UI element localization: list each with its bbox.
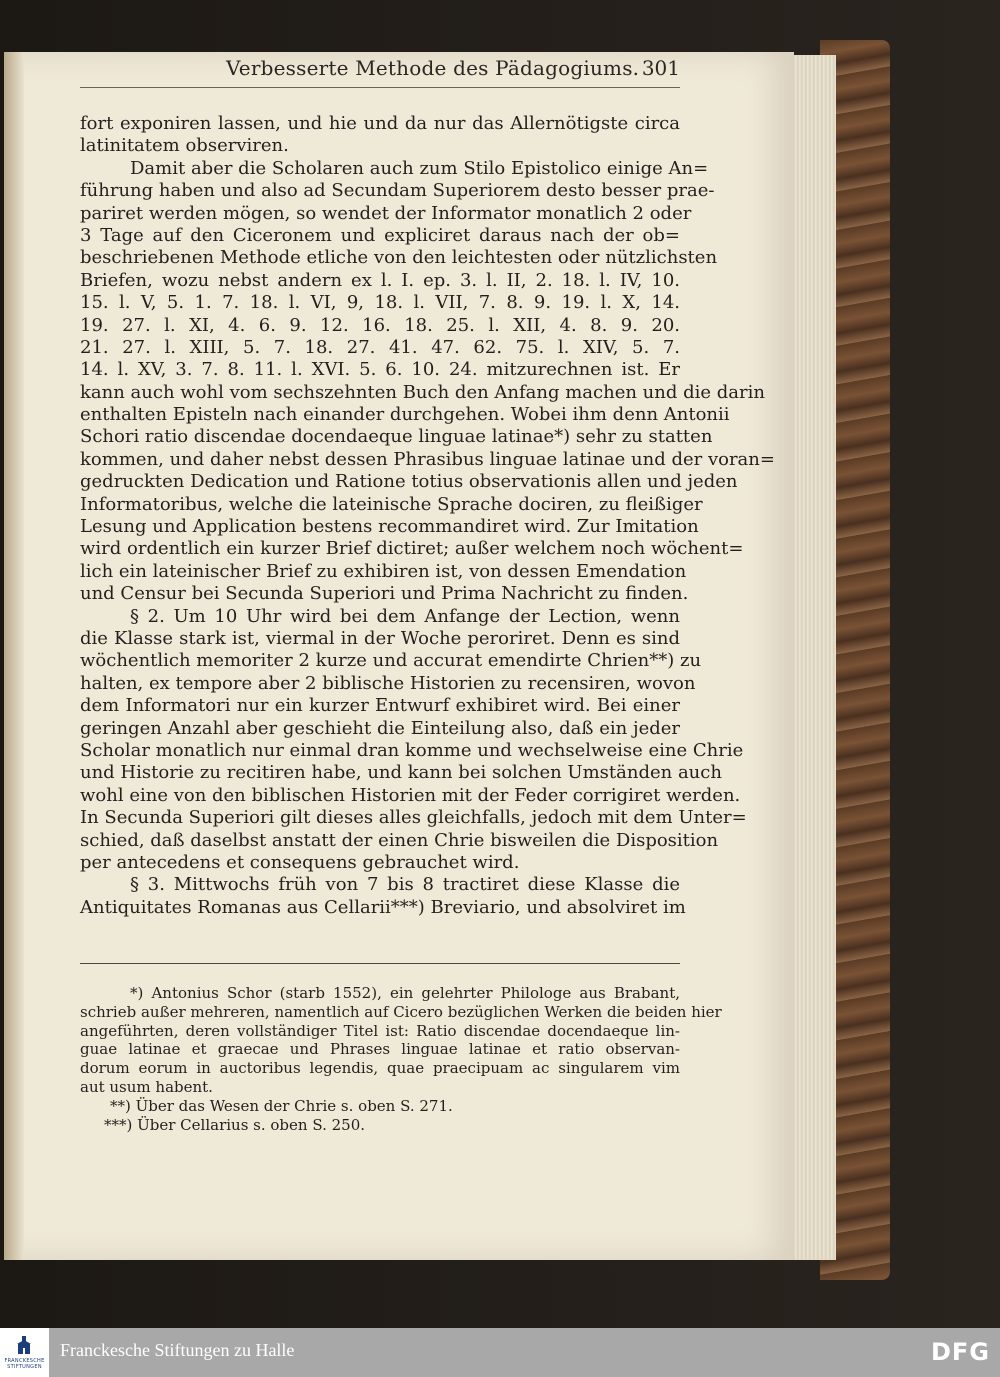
text-line: halten, ex tempore aber 2 biblische Historien zu recensiren, wovon <box>80 672 696 694</box>
footnote-line: angeführten, deren vollständiger Titel ist: Ratio discendae docendaeque lin- <box>80 1021 680 1040</box>
text-line: dem Informatori nur ein kurzer Entwurf exhibiret wird. Bei einer <box>80 695 680 717</box>
text-line: Informatoribus, welche die lateinische Sprache dociren, zu fleißiger <box>80 493 703 515</box>
page-number: 301 <box>641 56 680 80</box>
text-line: In Secunda Superiori gilt dieses alles gleichfalls, jedoch mit dem Unter= <box>80 807 747 829</box>
footnote-line: *) Antonius Schor (starb 1552), ein gelehrter Philologe aus Brabant, <box>130 984 680 1002</box>
text-line: 19. 27. l. XI, 4. 6. 9. 12. 16. 18. 25. l. XII, 4. 8. 9. 20. <box>80 314 680 336</box>
running-title: Verbesserte Methode des Pädagogiums. <box>226 56 640 80</box>
footnotes <box>80 984 722 1134</box>
dfg-logo[interactable]: DFG <box>930 1338 990 1366</box>
text-line: § 3. Mittwochs früh von 7 bis 8 tractiret diese Klasse die <box>130 874 680 896</box>
text-line: 3 Tage auf den Ciceronem und expliciret daraus nach der ob= <box>80 224 680 246</box>
text-line: beschriebenen Methode etliche von den leichtesten oder nützlichsten <box>80 247 718 269</box>
text-line: per antecedens et consequens gebrauchet wird. <box>80 851 520 873</box>
text-line: führung haben und also ad Secundam Superiorem desto besser prae- <box>80 180 715 202</box>
text-line: Antiquitates Romanas aus Cellarii***) Breviario, und absolviret im <box>80 896 686 918</box>
footnote-line: ***) Über Cellarius s. oben S. 250. <box>104 1115 366 1134</box>
body-text <box>80 113 775 919</box>
page-gutter <box>4 52 24 1260</box>
page-edges <box>788 55 836 1260</box>
text-line: pariret werden mögen, so wendet der Informator monatlich 2 oder <box>80 202 692 224</box>
text-line: latinitatem observiren. <box>80 135 289 157</box>
viewer-footer-bar <box>0 1328 1000 1377</box>
text-line: wöchentlich memoriter 2 kurze und accurat emendirte Chrien**) zu <box>80 650 702 672</box>
running-head <box>80 56 680 86</box>
text-line: die Klasse stark ist, viermal in der Woche peroriret. Denn es sind <box>80 627 680 649</box>
text-line: enthalten Episteln nach einander durchgehen. Wobei ihm denn Antonii <box>80 404 730 426</box>
text-line: wird ordentlich ein kurzer Brief dictiret; außer welchem noch wöchent= <box>80 538 744 560</box>
text-line: Schori ratio discendae docendaeque linguae latinae*) sehr zu statten <box>80 426 713 448</box>
footnote-line: schrieb außer mehreren, namentlich auf Cicero bezüglichen Werken die beiden hier <box>80 1002 722 1021</box>
text-line: Damit aber die Scholaren auch zum Stilo Epistolico einige An= <box>130 157 709 179</box>
text-line: § 2. Um 10 Uhr wird bei dem Anfange der Lection, wenn <box>130 605 680 627</box>
header-rule <box>80 87 680 88</box>
text-line: und Historie zu recitiren habe, und kann bei solchen Umständen auch <box>80 762 722 784</box>
footnote-line: guae latinae et graecae und Phrases linguae latinae et ratio observan- <box>80 1040 680 1059</box>
footnote-line: **) Über das Wesen der Chrie s. oben S. 271. <box>110 1096 453 1115</box>
text-line: Lesung und Application bestens recommandiret wird. Zur Imitation <box>80 516 699 538</box>
text-line: Briefen, wozu nebst andern ex l. I. ep. 3. l. II, 2. 18. l. IV, 10. <box>80 269 680 291</box>
franckesche-logo[interactable] <box>0 1328 49 1377</box>
text-line: Scholar monatlich nur einmal dran komme und wechselweise eine Chrie <box>80 739 744 761</box>
text-line: geringen Anzahl aber geschieht die Einteilung also, daß ein jeder <box>80 717 680 739</box>
text-line: lich ein lateinischer Brief zu exhibiren ist, von dessen Emendation <box>80 560 687 582</box>
footnote-rule <box>80 963 680 964</box>
text-line: wohl eine von den biblischen Historien mit der Feder corrigiret werden. <box>80 784 741 806</box>
footnote-line: aut usum habent. <box>80 1077 213 1096</box>
text-line: gedruckten Dedication und Ratione totius observationis allen und jeden <box>80 471 738 493</box>
text-line: kann auch wohl vom sechszehnten Buch den Anfang machen und die darin <box>80 381 765 403</box>
text-line: 15. l. V, 5. 1. 7. 18. l. VI, 9, 18. l. VII, 7. 8. 9. 19. l. X, 14. <box>80 292 680 314</box>
text-line: fort exponiren lassen, und hie und da nur das Allernötigste circa <box>80 113 680 134</box>
text-line: 14. l. XV, 3. 7. 8. 11. l. XVI. 5. 6. 10. 24. mitzurechnen ist. Er <box>80 359 680 381</box>
footnote-line: dorum eorum in auctoribus legendis, quae praecipuam ac singularem vim <box>80 1059 680 1078</box>
text-line: schied, daß daselbst anstatt der einen Chrie bisweilen die Disposition <box>80 829 719 851</box>
text-line: 21. 27. l. XIII, 5. 7. 18. 27. 41. 47. 62. 75. l. XIV, 5. 7. <box>80 336 680 358</box>
logo-text: FRANCKESCHE STIFTUNGEN <box>4 1358 45 1370</box>
building-icon <box>16 1336 32 1354</box>
text-line: und Censur bei Secunda Superiori und Prima Nachricht zu finden. <box>80 583 689 605</box>
institution-link[interactable]: Franckesche Stiftungen zu Halle <box>60 1340 295 1360</box>
text-line: kommen, und daher nebst dessen Phrasibus linguae latinae und der voran= <box>80 448 775 470</box>
